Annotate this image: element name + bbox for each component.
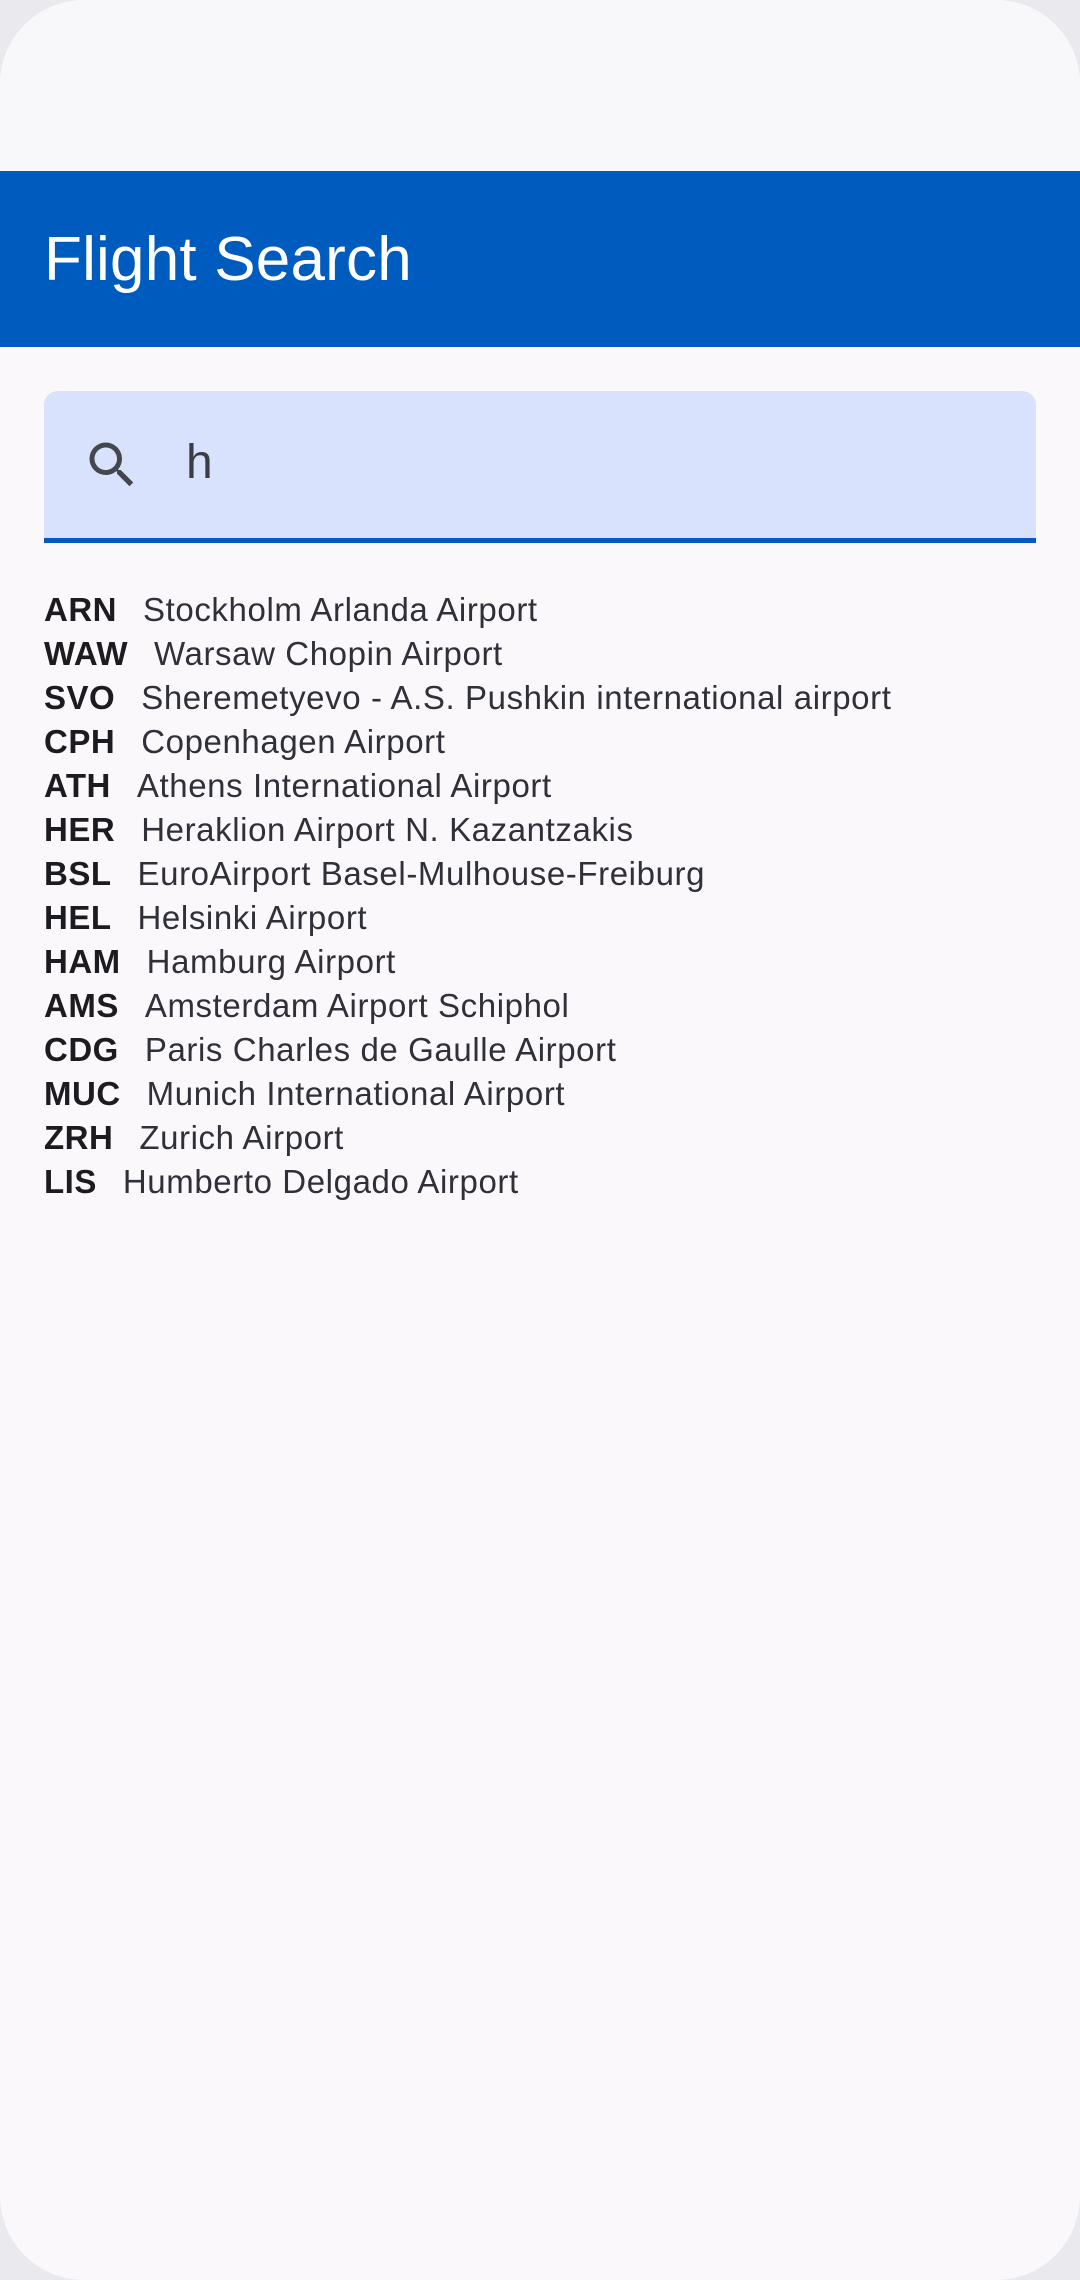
airport-code: MUC — [44, 1075, 121, 1112]
list-item[interactable] — [44, 1028, 1044, 1072]
airport-name: Sheremetyevo - A.S. Pushkin international airport — [141, 679, 892, 716]
airport-code: LIS — [44, 1163, 97, 1200]
list-item[interactable] — [44, 896, 1044, 940]
airport-name: Amsterdam Airport Schiphol — [144, 987, 570, 1024]
airport-code: SVO — [44, 679, 116, 716]
airport-name: EuroAirport Basel-Mulhouse-Freiburg — [137, 855, 706, 892]
airport-name: Helsinki Airport — [137, 899, 368, 936]
airport-name: Heraklion Airport N. Kazantzakis — [141, 811, 634, 848]
airport-name: Humberto Delgado Airport — [122, 1163, 519, 1200]
airport-code: WAW — [44, 635, 128, 672]
list-item[interactable] — [44, 632, 1044, 676]
list-item[interactable] — [44, 808, 1044, 852]
airport-name: Copenhagen Airport — [141, 723, 446, 760]
search-input[interactable]: h — [186, 436, 213, 489]
list-item[interactable] — [44, 984, 1044, 1028]
airport-code: CPH — [44, 723, 116, 760]
airport-name: Athens International Airport — [136, 767, 552, 804]
list-item[interactable] — [44, 1116, 1044, 1160]
airport-code: CDG — [44, 1031, 119, 1068]
search-icon — [82, 435, 142, 495]
airport-code: HEL — [44, 899, 112, 936]
list-item[interactable] — [44, 1072, 1044, 1116]
airport-name: Zurich Airport — [139, 1119, 344, 1156]
airport-code: HER — [44, 811, 116, 848]
airport-code: BSL — [44, 855, 112, 892]
airport-code: HAM — [44, 943, 121, 980]
list-item[interactable] — [44, 764, 1044, 808]
search-field[interactable] — [44, 391, 1036, 543]
list-item[interactable] — [44, 588, 1044, 632]
airport-name: Paris Charles de Gaulle Airport — [144, 1031, 617, 1068]
list-item[interactable] — [44, 940, 1044, 984]
page-title: Flight Search — [44, 225, 412, 294]
list-item[interactable] — [44, 1160, 1044, 1204]
airport-name: Hamburg Airport — [146, 943, 396, 980]
airport-results-list — [44, 588, 1044, 1204]
airport-name: Munich International Airport — [146, 1075, 566, 1112]
list-item[interactable] — [44, 720, 1044, 764]
airport-code: ZRH — [44, 1119, 114, 1156]
airport-name: Stockholm Arlanda Airport — [143, 591, 538, 628]
list-item[interactable] — [44, 676, 1044, 720]
airport-code: ARN — [44, 591, 117, 628]
airport-code: AMS — [44, 987, 119, 1024]
airport-code: ATH — [44, 767, 111, 804]
status-bar-area — [0, 0, 1080, 171]
list-item[interactable] — [44, 852, 1044, 896]
airport-name: Warsaw Chopin Airport — [153, 635, 503, 672]
